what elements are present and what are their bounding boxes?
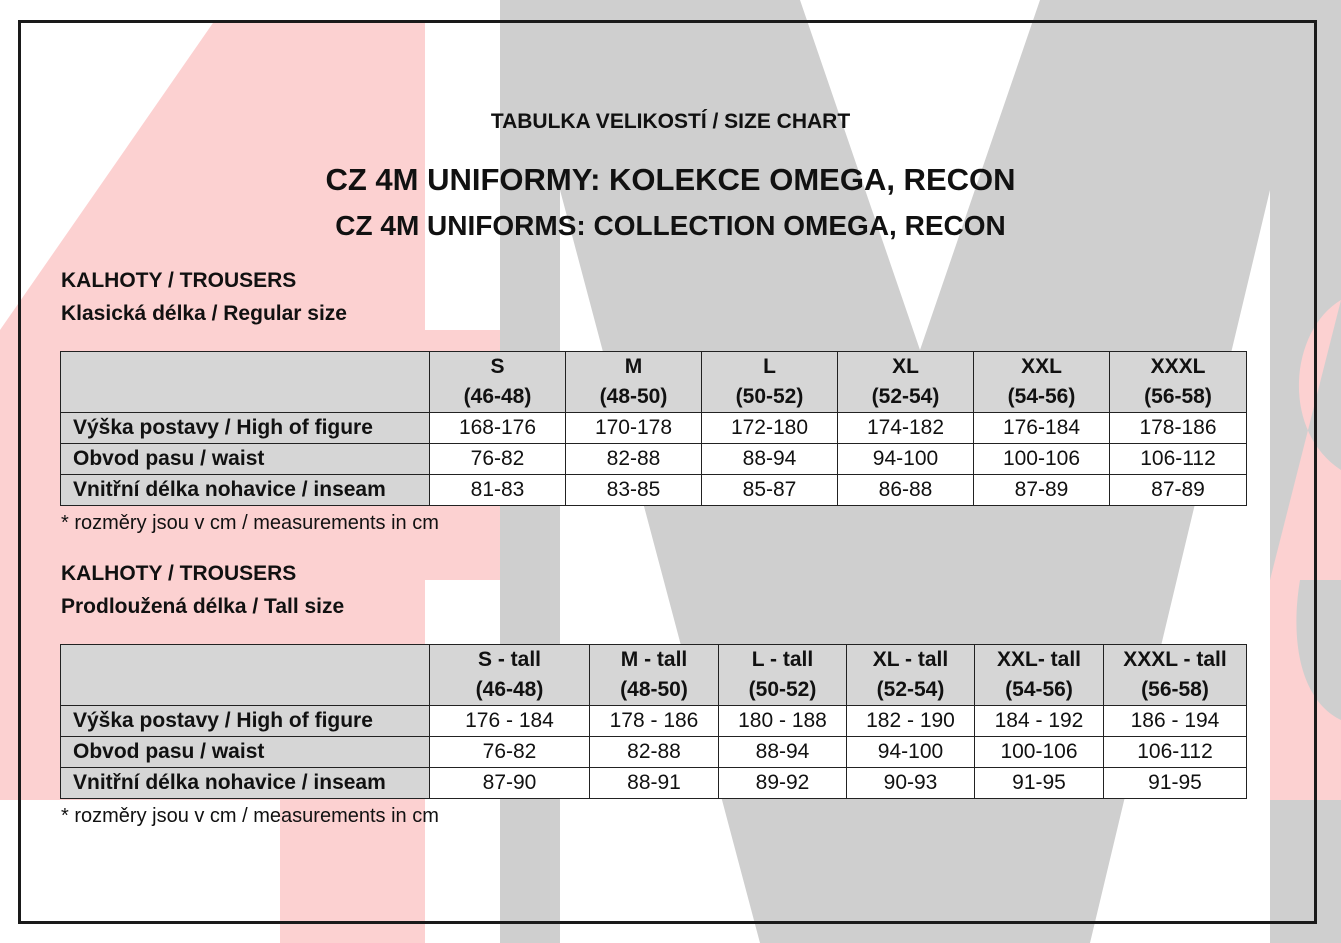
row-label: Výška postavy / High of figure <box>61 413 430 444</box>
tall-size-table <box>60 644 1247 799</box>
column-header-l <box>702 352 838 413</box>
table-cell: 83-85 <box>566 475 702 506</box>
table-cell: 89-92 <box>719 768 847 799</box>
regular-size-table <box>60 351 1247 506</box>
regular-measurement-note: * rozměry jsou v cm / measurements in cm <box>61 512 439 534</box>
size-label: M <box>624 355 643 378</box>
size-range: (54-56) <box>1007 385 1076 408</box>
table-cell: 176-184 <box>974 413 1110 444</box>
size-range: (48-50) <box>620 678 688 701</box>
size-label: S <box>490 355 505 378</box>
size-chart-label: TABULKA VELIKOSTÍ / SIZE CHART <box>490 110 851 133</box>
column-header-m-tall <box>590 645 719 706</box>
table-cell: 91-95 <box>975 768 1104 799</box>
table-cell: 100-106 <box>974 444 1110 475</box>
table-row-inseam <box>61 768 1247 799</box>
column-header-xl <box>838 352 974 413</box>
size-range: (50-52) <box>748 678 817 701</box>
column-header-s <box>430 352 566 413</box>
column-header-xxxl-tall <box>1104 645 1247 706</box>
tall-measurement-note: * rozměry jsou v cm / measurements in cm <box>61 805 439 827</box>
size-label: S - tall <box>477 648 541 671</box>
table-row-inseam <box>61 475 1247 506</box>
size-label: L - tall <box>751 648 814 671</box>
size-label: L <box>763 355 776 378</box>
row-label: Obvod pasu / waist <box>61 444 430 475</box>
tall-subtitle: Prodloužená délka / Tall size <box>61 595 345 618</box>
table-row-height <box>61 706 1247 737</box>
table-cell: 170-178 <box>566 413 702 444</box>
table-cell: 81-83 <box>430 475 566 506</box>
size-range: (54-56) <box>1005 678 1073 701</box>
table-cell: 178 - 186 <box>590 706 719 737</box>
table-cell: 172-180 <box>702 413 838 444</box>
column-header-s-tall <box>430 645 590 706</box>
size-range: (48-50) <box>599 385 668 408</box>
table-cell: 87-89 <box>974 475 1110 506</box>
size-label: XXXL <box>1150 355 1206 378</box>
table-cell: 86-88 <box>838 475 974 506</box>
table-cell: 182 - 190 <box>847 706 975 737</box>
table-cell: 94-100 <box>847 737 975 768</box>
size-range: (56-58) <box>1141 678 1209 701</box>
table-cell: 174-182 <box>838 413 974 444</box>
table-cell: 178-186 <box>1110 413 1247 444</box>
table-cell: 88-91 <box>590 768 719 799</box>
table-cell: 87-89 <box>1110 475 1247 506</box>
table-corner-cell <box>61 352 430 413</box>
tall-category-heading: KALHOTY / TROUSERS <box>61 562 297 585</box>
title-english: CZ 4M UNIFORMS: COLLECTION OMEGA, RECON <box>335 210 1006 241</box>
size-range: (56-58) <box>1144 385 1212 408</box>
table-cell: 168-176 <box>430 413 566 444</box>
size-label: XXXL - tall <box>1123 648 1227 671</box>
table-cell: 100-106 <box>975 737 1104 768</box>
table-row-waist <box>61 444 1247 475</box>
table-cell: 180 - 188 <box>719 706 847 737</box>
table-cell: 106-112 <box>1104 737 1247 768</box>
size-range: (52-54) <box>871 385 940 408</box>
column-header-xl-tall <box>847 645 975 706</box>
table-cell: 186 - 194 <box>1104 706 1247 737</box>
table-cell: 82-88 <box>566 444 702 475</box>
size-range: (52-54) <box>876 678 945 701</box>
table-cell: 88-94 <box>702 444 838 475</box>
table-cell: 87-90 <box>430 768 590 799</box>
table-row-height <box>61 413 1247 444</box>
table-cell: 90-93 <box>847 768 975 799</box>
regular-subtitle: Klasická délka / Regular size <box>61 302 347 325</box>
table-header-row <box>61 352 1247 413</box>
size-label: XXL <box>1021 355 1062 378</box>
size-label: XL <box>892 355 919 378</box>
table-row-waist <box>61 737 1247 768</box>
row-label: Výška postavy / High of figure <box>61 706 430 737</box>
column-header-xxxl <box>1110 352 1247 413</box>
column-header-xxl-tall <box>975 645 1104 706</box>
title-czech: CZ 4M UNIFORMY: KOLEKCE OMEGA, RECON <box>325 162 1016 197</box>
row-label: Vnitřní délka nohavice / inseam <box>61 475 430 506</box>
column-header-m <box>566 352 702 413</box>
table-corner-cell <box>61 645 430 706</box>
size-range: (46-48) <box>475 678 544 701</box>
table-cell: 85-87 <box>702 475 838 506</box>
table-cell: 88-94 <box>719 737 847 768</box>
size-range: (50-52) <box>735 385 804 408</box>
row-label: Obvod pasu / waist <box>61 737 430 768</box>
table-cell: 184 - 192 <box>975 706 1104 737</box>
row-label: Vnitřní délka nohavice / inseam <box>61 768 430 799</box>
column-header-l-tall <box>719 645 847 706</box>
size-label: XXL- tall <box>996 648 1081 671</box>
size-label: XL - tall <box>872 648 949 671</box>
table-cell: 106-112 <box>1110 444 1247 475</box>
table-cell: 82-88 <box>590 737 719 768</box>
regular-category-heading: KALHOTY / TROUSERS <box>61 269 297 292</box>
table-cell: 76-82 <box>430 444 566 475</box>
table-cell: 94-100 <box>838 444 974 475</box>
size-label: M - tall <box>620 648 688 671</box>
table-header-row <box>61 645 1247 706</box>
table-cell: 176 - 184 <box>430 706 590 737</box>
column-header-xxl <box>974 352 1110 413</box>
size-range: (46-48) <box>463 385 532 408</box>
table-cell: 91-95 <box>1104 768 1247 799</box>
table-cell: 76-82 <box>430 737 590 768</box>
